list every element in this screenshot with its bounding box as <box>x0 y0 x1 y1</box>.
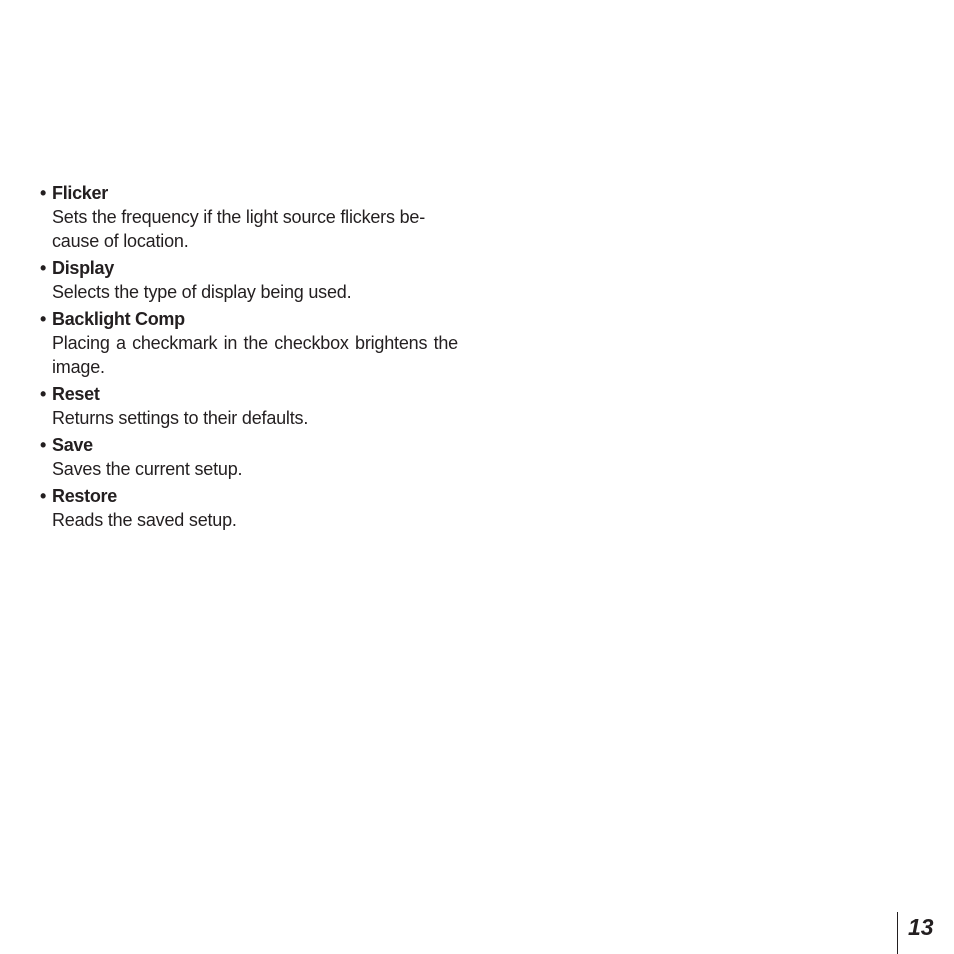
item-title-text: Reset <box>52 384 100 404</box>
bullet-icon: • <box>40 486 47 506</box>
item-title <box>40 382 458 406</box>
list-item-backlight-comp <box>40 307 458 379</box>
page-number-block <box>897 912 934 954</box>
list-item-restore <box>40 484 458 532</box>
item-description: Placing a checkmark in the checkbox brightens the image. <box>52 333 458 377</box>
list-item-save <box>40 433 458 481</box>
page-number: 13 <box>908 914 934 940</box>
bullet-icon: • <box>40 258 47 278</box>
item-title <box>40 484 458 508</box>
item-description: Sets the frequency if the light source flickers be- cause of location. <box>52 207 425 251</box>
item-description: Reads the saved setup. <box>52 510 237 530</box>
list-item-flicker <box>40 181 458 253</box>
item-description: Selects the type of display being used. <box>52 282 352 302</box>
item-title <box>40 433 458 457</box>
bullet-icon: • <box>40 435 47 455</box>
bullet-icon: • <box>40 183 47 203</box>
item-description: Saves the current setup. <box>52 459 243 479</box>
item-title-text: Save <box>52 435 93 455</box>
item-title <box>40 307 458 331</box>
item-description: Returns settings to their defaults. <box>52 408 309 428</box>
list-item-display <box>40 256 458 304</box>
bullet-icon: • <box>40 384 47 404</box>
settings-description-list <box>40 181 458 535</box>
list-item-reset <box>40 382 458 430</box>
item-title <box>40 256 458 280</box>
item-title-text: Display <box>52 258 114 278</box>
bullet-icon: • <box>40 309 47 329</box>
item-title-text: Flicker <box>52 183 108 203</box>
item-title-text: Restore <box>52 486 117 506</box>
item-title <box>40 181 458 205</box>
item-title-text: Backlight Comp <box>52 309 185 329</box>
